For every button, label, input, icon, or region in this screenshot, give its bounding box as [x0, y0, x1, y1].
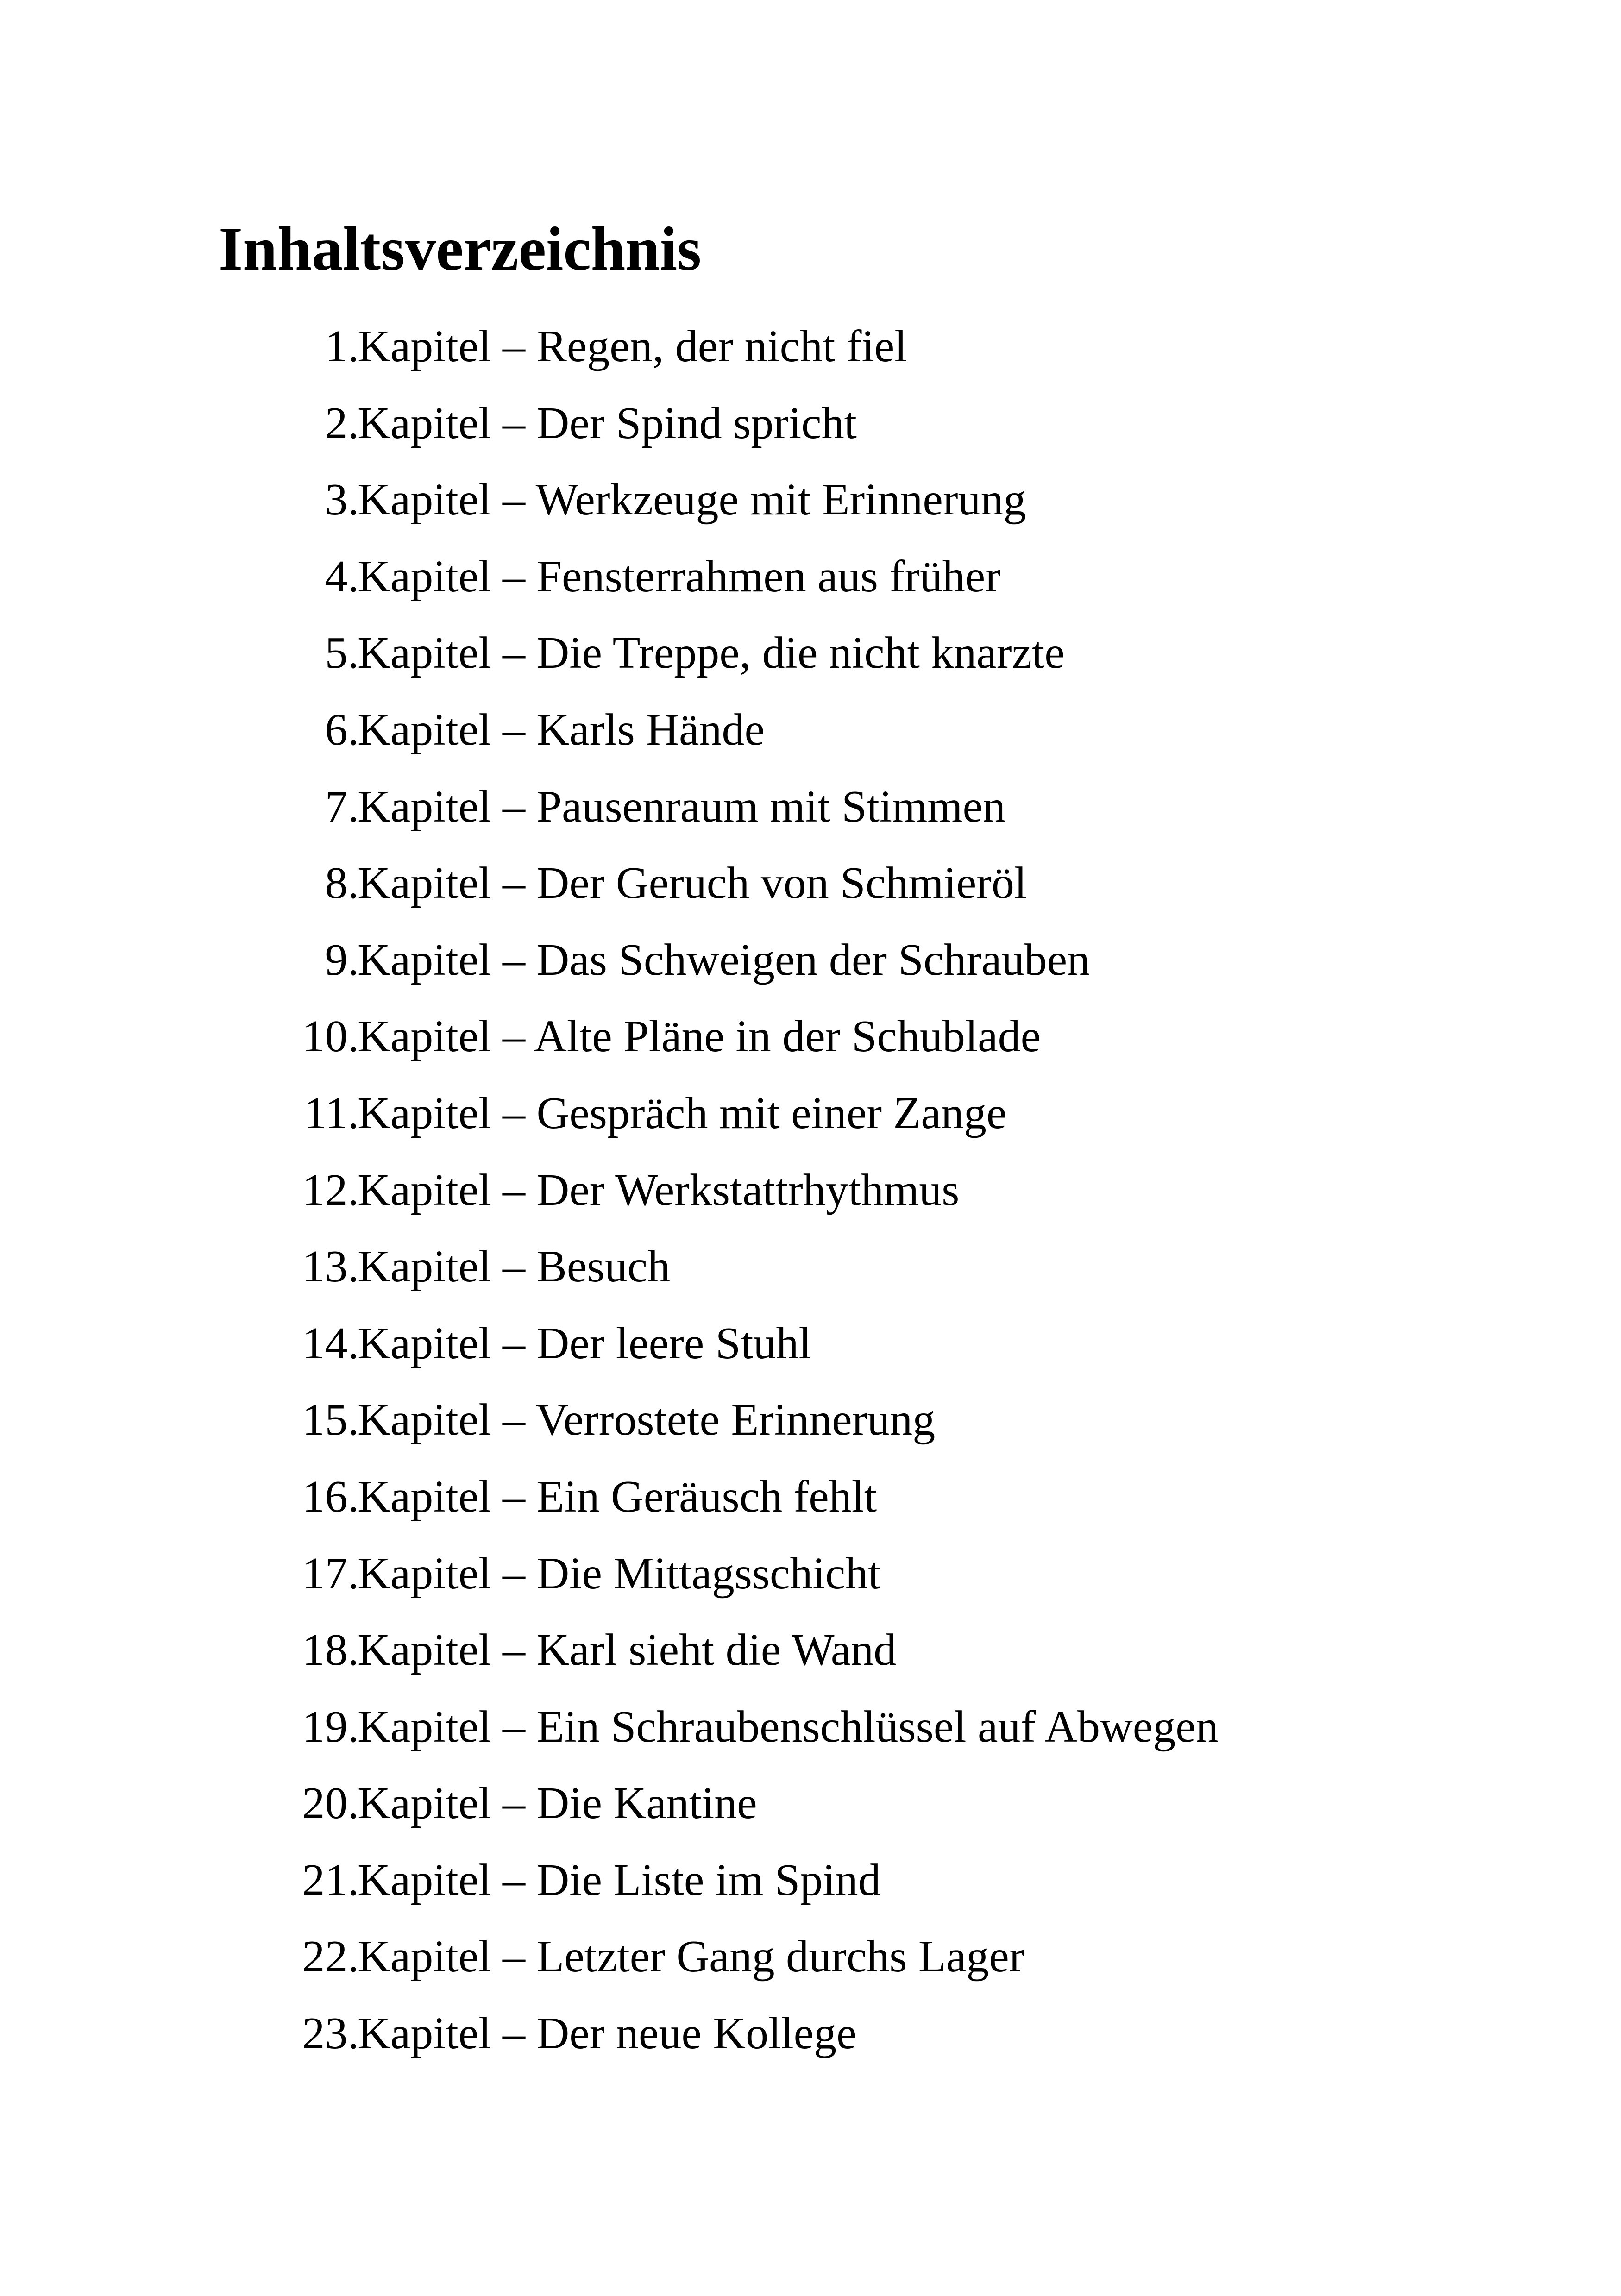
toc-entry-number: 15. [302, 1395, 359, 1445]
toc-entry-number: 11. [304, 1088, 359, 1138]
toc-entry-text: Kapitel – Die Liste im Spind [358, 1855, 881, 1905]
toc-heading: Inhaltsverzeichnis [219, 214, 702, 283]
toc-entry-text: Kapitel – Die Mittagsschicht [358, 1548, 881, 1599]
toc-entry-number: 17. [302, 1548, 359, 1599]
toc-entry-number: 23. [302, 2008, 359, 2059]
toc-entry-text: Kapitel – Verrostete Erinnerung [358, 1395, 936, 1445]
toc-entry-number: 20. [302, 1778, 359, 1829]
toc-entry-number: 3. [325, 475, 359, 525]
toc-entry-number: 1. [325, 321, 359, 371]
toc-entry-number: 21. [302, 1855, 359, 1905]
toc-entry-text: Kapitel – Ein Schraubenschlüssel auf Abwegen [358, 1701, 1219, 1752]
toc-entry-text: Kapitel – Karls Hände [358, 704, 765, 755]
toc-entry-number: 8. [325, 858, 359, 909]
toc-entry-text: Kapitel – Der Geruch von Schmieröl [358, 858, 1027, 909]
toc-entry-number: 9. [325, 935, 359, 985]
toc-entry-text: Kapitel – Gespräch mit einer Zange [358, 1088, 1007, 1138]
toc-entry-number: 6. [325, 704, 359, 755]
toc-entry-text: Kapitel – Ein Geräusch fehlt [358, 1471, 877, 1522]
toc-entry-text: Kapitel – Werkzeuge mit Erinnerung [358, 475, 1026, 525]
toc-entry-number: 4. [325, 551, 359, 602]
toc-entry-text: Kapitel – Die Treppe, die nicht knarzte [358, 628, 1065, 678]
toc-entry-text: Kapitel – Der Werkstattrhythmus [358, 1165, 960, 1215]
toc-entry-number: 19. [302, 1701, 359, 1752]
toc-entry-text: Kapitel – Der neue Kollege [358, 2008, 857, 2059]
toc-entry-text: Kapitel – Der Spind spricht [358, 398, 857, 448]
toc-entry-text: Kapitel – Alte Pläne in der Schublade [358, 1011, 1041, 1062]
toc-entry-text: Kapitel – Regen, der nicht fiel [358, 321, 907, 371]
toc-entry-number: 10. [302, 1011, 359, 1062]
toc-entry-number: 5. [325, 628, 359, 678]
toc-entry-text: Kapitel – Das Schweigen der Schrauben [358, 935, 1090, 985]
toc-entry-number: 7. [325, 781, 359, 832]
toc-entry-text: Kapitel – Die Kantine [358, 1778, 757, 1829]
toc-entry-text: Kapitel – Karl sieht die Wand [358, 1625, 897, 1675]
toc-entry-text: Kapitel – Letzter Gang durchs Lager [358, 1932, 1024, 1982]
toc-entry-number: 16. [302, 1471, 359, 1522]
toc-entry-number: 22. [302, 1932, 359, 1982]
toc-entry-number: 2. [325, 398, 359, 448]
toc-entry-number: 12. [302, 1165, 359, 1215]
toc-entry-number: 18. [302, 1625, 359, 1675]
toc-entry-text: Kapitel – Pausenraum mit Stimmen [358, 781, 1006, 832]
toc-entry-text: Kapitel – Besuch [358, 1242, 670, 1292]
toc-entry-number: 13. [302, 1242, 359, 1292]
toc-entry-text: Kapitel – Der leere Stuhl [358, 1318, 811, 1368]
toc-entry-number: 14. [302, 1318, 359, 1368]
toc-entry-text: Kapitel – Fensterrahmen aus früher [358, 551, 1000, 602]
